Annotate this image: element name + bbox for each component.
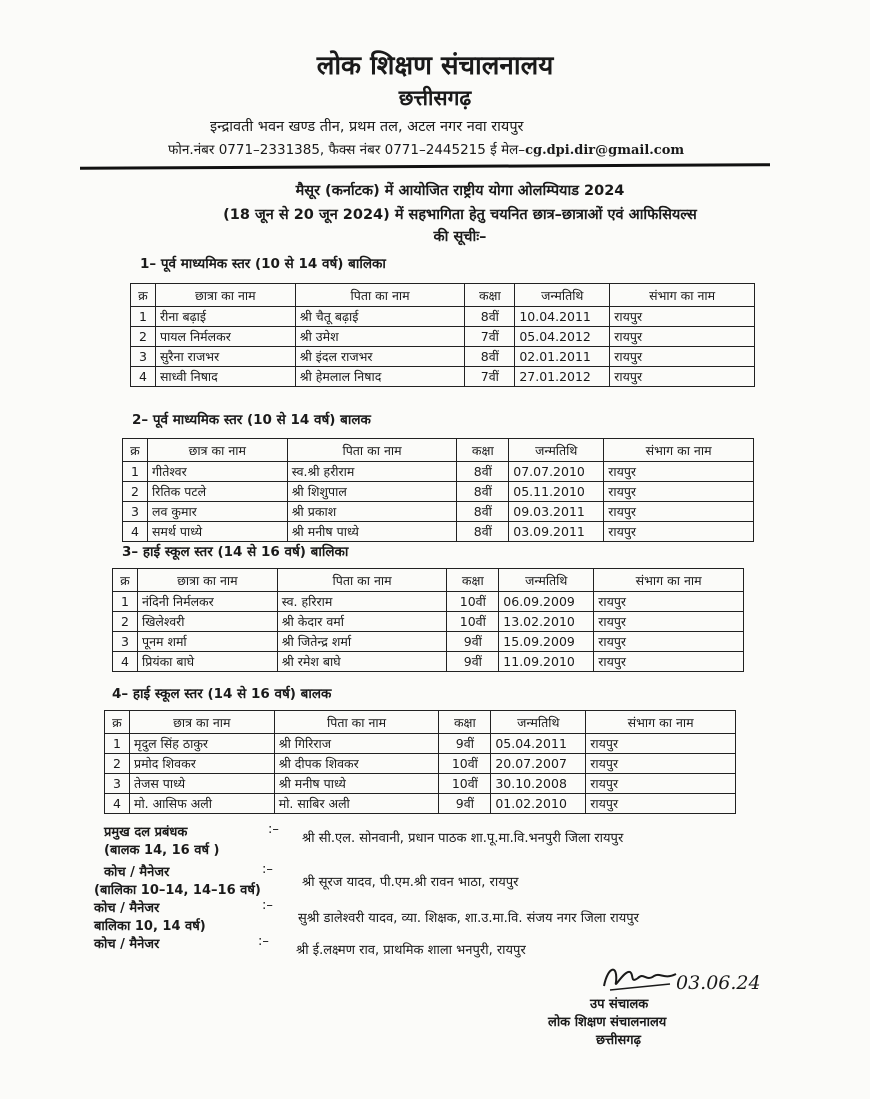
signer-office: लोक शिक्षण संचालनालय	[548, 1015, 667, 1030]
col-father: पिता का नाम	[277, 569, 447, 592]
table-row: 3 तेजस पाध्ये श्री मनीष पाध्ये 10वीं 30.10.2008 रायपुर	[105, 774, 736, 794]
table-row: 2 रितिक पटले श्री शिशुपाल 8वीं 05.11.2010 रायपुर	[123, 482, 754, 502]
col-dob: जन्मतिथि	[491, 711, 586, 734]
official-role-detail: (बालक 14, 16 वर्ष )	[104, 843, 220, 858]
col-class: कक्षा	[447, 569, 499, 592]
col-name: छात्रा का नाम	[137, 569, 277, 592]
col-class: कक्षा	[457, 439, 509, 462]
col-sno: क्र	[123, 439, 148, 462]
phone-fax: फोन.नंबर 0771–2331385, फैक्स नंबर 0771–2445215 ई मेल–	[168, 142, 526, 158]
official-name: श्री ई.लक्ष्मण राव, प्राथमिक शाला भनपुरी, रायपुर	[296, 943, 526, 958]
col-father: पिता का नाम	[287, 439, 457, 462]
col-dob: जन्मतिथि	[515, 284, 610, 307]
col-sno: क्र	[105, 711, 130, 734]
separator: :–	[258, 934, 269, 949]
official-name: सुश्री डालेश्वरी यादव, व्या. शिक्षक, शा.उ.मा.वि. संजय नगर जिला रायपुर	[298, 911, 639, 926]
col-name: छात्र का नाम	[129, 711, 274, 734]
col-class: कक्षा	[439, 711, 491, 734]
table-row: 1 नंदिनी निर्मलकर स्व. हरिराम 10वीं 06.09.2009 रायपुर	[113, 592, 744, 612]
table-header	[123, 439, 754, 462]
table-row: 3 पूनम शर्मा श्री जितेन्द्र शर्मा 9वीं 15.09.2009 रायपुर	[113, 632, 744, 652]
col-division: संभाग का नाम	[610, 284, 755, 307]
col-sno: क्र	[113, 569, 138, 592]
section-title-2: 2– पूर्व माध्यमिक स्तर (10 से 14 वर्ष) बालक	[132, 412, 371, 428]
table-row: 3 सुरैना राजभर श्री इंदल राजभर 8वीं 02.01.2011 रायपुर	[131, 347, 755, 367]
table-row: 2 पायल निर्मलकर श्री उमेश 7वीं 05.04.2012 रायपुर	[131, 327, 755, 347]
col-father: पिता का नाम	[274, 711, 439, 734]
signer-state: छत्तीसगढ़	[596, 1033, 641, 1048]
official-name: श्री सूरज यादव, पी.एम.श्री रावन भाठा, रायपुर	[302, 875, 519, 890]
official-role: प्रमुख दल प्रबंधक	[104, 825, 188, 840]
signature-date: 03.06.24	[676, 972, 761, 994]
col-dob: जन्मतिथि	[509, 439, 604, 462]
table-row: 4 समर्थ पाध्ये श्री मनीष पाध्ये 8वीं 03.09.2011 रायपुर	[123, 522, 754, 542]
table-row: 1 मृदुल सिंह ठाकुर श्री गिरिराज 9वीं 05.04.2011 रायपुर	[105, 734, 736, 754]
table-header	[131, 284, 755, 307]
separator: :–	[262, 862, 273, 877]
separator: :–	[262, 898, 273, 913]
official-role: कोच / मैनेजर	[94, 901, 160, 916]
col-name: छात्रा का नाम	[155, 284, 295, 307]
table-header	[113, 569, 744, 592]
address-line: इन्द्रावती भवन खण्ड तीन, प्रथम तल, अटल नगर नवा रायपुर	[210, 119, 524, 135]
section-title-1: 1– पूर्व माध्यमिक स्तर (10 से 14 वर्ष) बालिका	[140, 256, 386, 272]
section-title-3: 3– हाई स्कूल स्तर (14 से 16 वर्ष) बालिका	[122, 544, 349, 560]
official-name: श्री सी.एल. सोनवानी, प्रधान पाठक शा.पू.मा.वि.भनपुरी जिला रायपुर	[302, 831, 624, 846]
official-role: कोच / मैनेजर	[94, 937, 160, 952]
official-role-detail: (बालिका 10–14, 14–16 वर्ष)	[94, 883, 261, 898]
col-division: संभाग का नाम	[594, 569, 744, 592]
org-title: लोक शिक्षण संचालनालय	[316, 51, 554, 81]
table-header	[105, 711, 736, 734]
student-table-2	[122, 438, 754, 542]
subject-line-1: मैसूर (कर्नाटक) में आयोजित राष्ट्रीय योगा ओलम्पियाड 2024	[295, 183, 625, 199]
table-row: 4 प्रियंका बाघे श्री रमेश बाघे 9वीं 11.09.2010 रायपुर	[113, 652, 744, 672]
signature-scribble-icon	[600, 960, 680, 996]
col-division: संभाग का नाम	[604, 439, 754, 462]
col-sno: क्र	[131, 284, 156, 307]
subject-line-3: की सूचीः–	[433, 229, 487, 245]
header-divider	[80, 163, 770, 170]
col-father: पिता का नाम	[295, 284, 465, 307]
signer-designation: उप संचालक	[590, 997, 649, 1012]
table-row: 1 रीना बढ़ाई श्री चैतू बढ़ाई 8वीं 10.04.2011 रायपुर	[131, 307, 755, 327]
table-row: 2 प्रमोद शिवकर श्री दीपक शिवकर 10वीं 20.07.2007 रायपुर	[105, 754, 736, 774]
separator: :–	[268, 822, 279, 837]
subject-line-2: (18 जून से 20 जून 2024) में सहभागिता हेतु चयनित छात्र–छात्राओं एवं आफिसियल्स	[223, 207, 697, 223]
student-table-3	[112, 568, 744, 672]
contact-line	[168, 140, 684, 158]
state-title: छत्तीसगढ़	[398, 86, 472, 110]
col-division: संभाग का नाम	[586, 711, 736, 734]
section-title-4: 4– हाई स्कूल स्तर (14 से 16 वर्ष) बालक	[112, 686, 332, 702]
official-role-detail: बालिका 10, 14 वर्ष)	[94, 919, 206, 934]
student-table-4	[104, 710, 736, 814]
col-dob: जन्मतिथि	[499, 569, 594, 592]
official-role: कोच / मैनेजर	[104, 865, 170, 880]
table-row: 4 मो. आसिफ अली मो. साबिर अली 9वीं 01.02.2010 रायपुर	[105, 794, 736, 814]
student-table-1	[130, 283, 755, 387]
col-class: कक्षा	[465, 284, 515, 307]
table-row: 4 साध्वी निषाद श्री हेमलाल निषाद 7वीं 27.01.2012 रायपुर	[131, 367, 755, 387]
table-row: 2 खिलेश्वरी श्री केदार वर्मा 10वीं 13.02.2010 रायपुर	[113, 612, 744, 632]
email-address: cg.dpi.dir@gmail.com	[525, 143, 685, 158]
table-row: 1 गीतेश्वर स्व.श्री हरीराम 8वीं 07.07.2010 रायपुर	[123, 462, 754, 482]
table-row: 3 लव कुमार श्री प्रकाश 8वीं 09.03.2011 रायपुर	[123, 502, 754, 522]
col-name: छात्र का नाम	[147, 439, 287, 462]
